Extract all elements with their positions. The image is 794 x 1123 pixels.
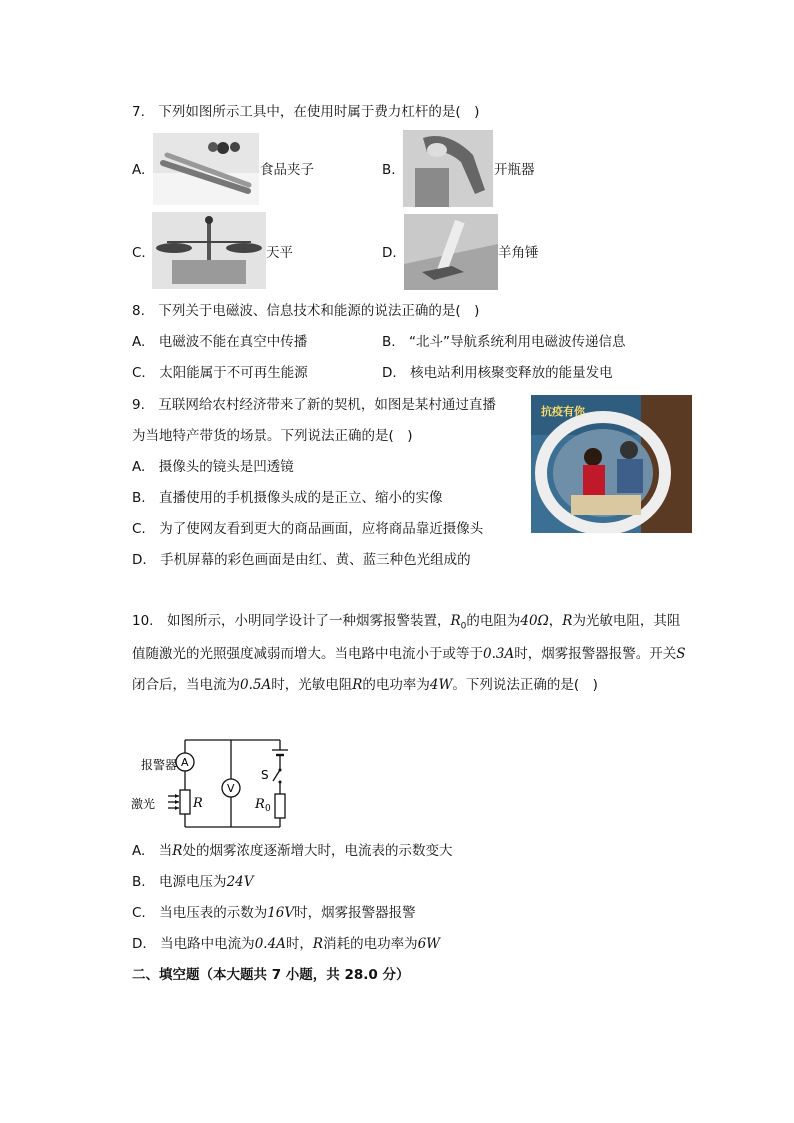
q9-stem-line2: 为当地特产带货的场景。下列说法正确的是( )	[132, 428, 413, 444]
q10-line1: 10. 如图所示，小明同学设计了一种烟雾报警装置，$R_0$的电阻为40Ω，R为光敏电阻，其阻	[132, 613, 681, 632]
q7-option-b-letter: B.	[382, 162, 396, 178]
q10-option-c: C. 当电压表的示数为16V时，烟雾报警器报警	[132, 905, 416, 921]
livestream-photo	[531, 395, 692, 533]
smoke-alarm-circuit	[128, 728, 298, 832]
food-tongs-image	[153, 133, 259, 205]
ammeter-symbol: A	[181, 756, 189, 769]
q9-option-a: A. 摄像头的镜头是凹透镜	[132, 459, 294, 475]
q7-option-b-label: 开瓶器	[494, 162, 535, 178]
q8-option-c: C. 太阳能属于不可再生能源	[132, 365, 308, 381]
q9-option-c: C. 为了使网友看到更大的商品画面，应将商品靠近摄像头	[132, 521, 484, 537]
q10-line2: 值随激光的光照强度减弱而增大。当电路中电流小于或等于0.3A时，烟雾报警器报警。开关S	[132, 646, 686, 662]
resistor-r0-label: R	[255, 797, 265, 812]
q10-option-b: B. 电源电压为24V	[132, 874, 254, 890]
q7-option-d-label: 羊角锤	[498, 245, 539, 261]
q7-stem: 7. 下列如图所示工具中，在使用时属于费力杠杆的是( )	[132, 104, 480, 120]
alarm-label: 报警器	[141, 758, 178, 772]
q9-option-b: B. 直播使用的手机摄像头成的是正立、缩小的实像	[132, 490, 443, 506]
q9-stem-line1: 9. 互联网给农村经济带来了新的契机，如图是某村通过直播	[132, 397, 496, 413]
voltmeter-symbol: V	[227, 782, 235, 795]
resistor-r-label: R	[193, 796, 203, 811]
balance-scale-image	[152, 212, 266, 289]
q10-option-d: D. 当电路中电流为0.4A时，R消耗的电功率为6W	[132, 936, 441, 952]
laser-label: 激光	[131, 797, 156, 811]
q8-option-b: B. “北斗”导航系统利用电磁波传递信息	[382, 334, 626, 350]
q7-option-d-letter: D.	[382, 245, 397, 261]
q8-option-a: A. 电磁波不能在真空中传播	[132, 334, 308, 350]
q8-stem: 8. 下列关于电磁波、信息技术和能源的说法正确的是( )	[132, 303, 480, 319]
q10-line3: 闭合后，当电流为0.5A时，光敏电阻R的电功率为4W。下列说法正确的是( )	[132, 677, 598, 693]
livestream-photo-banner: 抗疫有你	[541, 405, 585, 418]
q10-option-a: A. 当R处的烟雾浓度逐渐增大时，电流表的示数变大	[132, 843, 453, 859]
q7-option-c-letter: C.	[132, 245, 146, 261]
q7-option-c-label: 天平	[266, 245, 293, 261]
claw-hammer-image	[404, 214, 498, 290]
resistor-r0-subscript: 0	[265, 804, 271, 814]
switch-label: S	[261, 768, 269, 782]
bottle-opener-image	[403, 130, 493, 207]
q7-option-a-letter: A.	[132, 162, 146, 178]
section-heading-fill-in-blank: 二、填空题（本大题共 7 小题，共 28.0 分）	[132, 967, 410, 983]
q7-option-a-label: 食品夹子	[260, 162, 314, 178]
q9-option-d: D. 手机屏幕的彩色画面是由红、黄、蓝三种色光组成的	[132, 552, 471, 568]
q8-option-d: D. 核电站利用核聚变释放的能量发电	[382, 365, 613, 381]
